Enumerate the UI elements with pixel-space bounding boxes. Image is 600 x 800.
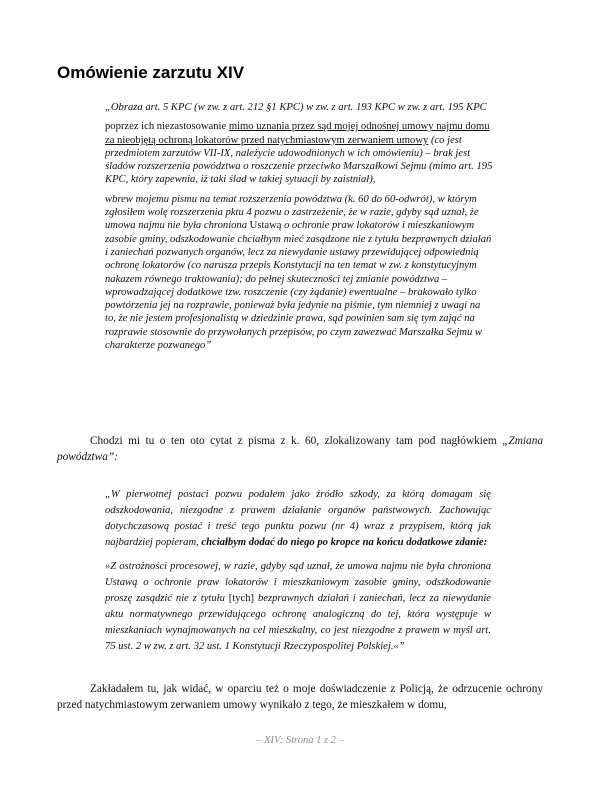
quote-text: „Obraza art. 5 KPC (w zw. z art. 212 §1 KPC) w zw. z art. 193 KPC w zw. z art. 195 KPC [105, 102, 487, 113]
quote-text: »Z ostrożności procesowej, w razie, gdyby sąd uznał, że umowa najmu nie była chroniona Ustawą o ochronie praw lokatorów i mieszkaniowym zasobie gminy, odszkodowanie proszę zasądzić nie z tytułu [105, 561, 491, 604]
quote-text: bezprawnych działań i zaniechań, lecz za niewydanie aktu normatywnego przewidującego ochronę analogiczną do tej, która występuje w mieszkaniach wynajmowanych na cel mieszkalny, co jest niezgodne z prawem w myśl art. 75 ust. 2 w zw. z art. 32 ust. 1 Konstytucji Rzeczypospolitej Polskiej.«” [105, 593, 491, 652]
quote-paragraph [105, 193, 493, 353]
quote-text: „W pierwotnej postaci pozwu podałem jako źródło szkody, za którą domagam się odszkodowania, niezgodne z prawem działanie organów państwowych. Zachowując dotychczasową postać i treść tego punktu pozwu (nr 4) wraz z przypisem, którą jak najbardziej popieram, [105, 489, 491, 548]
body-text-italic: „Zmiana powództwa”: [57, 435, 543, 463]
block-quote-letter [105, 487, 491, 663]
quote-text: [tych] [228, 593, 255, 604]
quote-paragraph [105, 487, 491, 551]
quote-text: Ustawą [249, 220, 282, 232]
body-paragraph [57, 433, 543, 465]
page-title: Omówienie zarzutu XIV [57, 63, 245, 82]
page-footer: – XIV: Strona 1 z 2 – [256, 735, 344, 746]
block-quote-objection [105, 101, 493, 358]
quote-paragraph [105, 120, 493, 186]
body-text: Chodzi mi tu o ten oto cytat z pisma z k. 60, zlokalizowany tam pod nagłówkiem [90, 435, 503, 447]
quote-paragraph [105, 101, 493, 114]
quote-text: o ochronie praw lokatorów i mieszkaniowym zasobie gminy, odszkodowanie chciałbym mieć zasądzone nie z tytułu bezprawnych działań i zaniechań pozwanych organów, lecz za niewydanie ustawy przewidującej odpowiednią ochronę lokatorów (co narusza przepis Konstytucji na ten temat w zw. z konstytucyjnym nakazem równego traktowania); do pełnej skuteczności tej zmianie powództwa – wprowadzającej dodatkowe tzw. roszczenie (czy żądanie) ewentualne – brakowało tylko powtórzenia jej na rozprawie, ponieważ była jedynie na piśmie, tym niemniej z uwagi na to, że nie jestem profesjonalistą w dziedzinie prawa, sąd powinien sam się tym zająć na rozprawie stosownie do przywołanych przepisów, po czym zawezwać Marszałka Sejmu w charakterze pozwanego” [105, 220, 492, 352]
quote-text: wbrew mojemu pismu na temat rozszerzenia powództwa (k. 60 do 60-odwrót), w którym zgłosiłem wolę rozszerzenia pktu 4 pozwu o zastrzeżenie, że w razie, gdyby sąd uznał, że umowa najmu nie była chroniona [105, 193, 479, 232]
body-paragraph: Zakładałem tu, jak widać, w oparciu też o moje doświadczenie z Policją, że odrzucenie ochrony przed natychmiastowym zerwaniem umowy wynikało z tego, że mieszkałem w domu, [57, 683, 543, 711]
quote-text: poprzez ich niezastosowanie [105, 121, 229, 133]
bold-text: chciałbym dodać do niego po kropce na końcu dodatkowe zdanie: [201, 537, 488, 548]
underlined-text: mimo uznania przez sąd mojej odnośnej umowy najmu domu za nieobjętą ochroną lokatorów przed natychmiastowym zerwaniem umowy [105, 121, 490, 146]
quote-text: (co jest przedmiotem zarzutów VII-IX, należycie udowodnionych w ich omówieniu) – brak jest śladów rozszerzenia powództwa o roszczenie przeciwko Marszałkowi Sejmu (mimo art. 195 KPC, który zapewnia, iż taki ślad w takiej sytuacji by zaistniał), [105, 134, 493, 186]
quote-paragraph [105, 559, 491, 655]
